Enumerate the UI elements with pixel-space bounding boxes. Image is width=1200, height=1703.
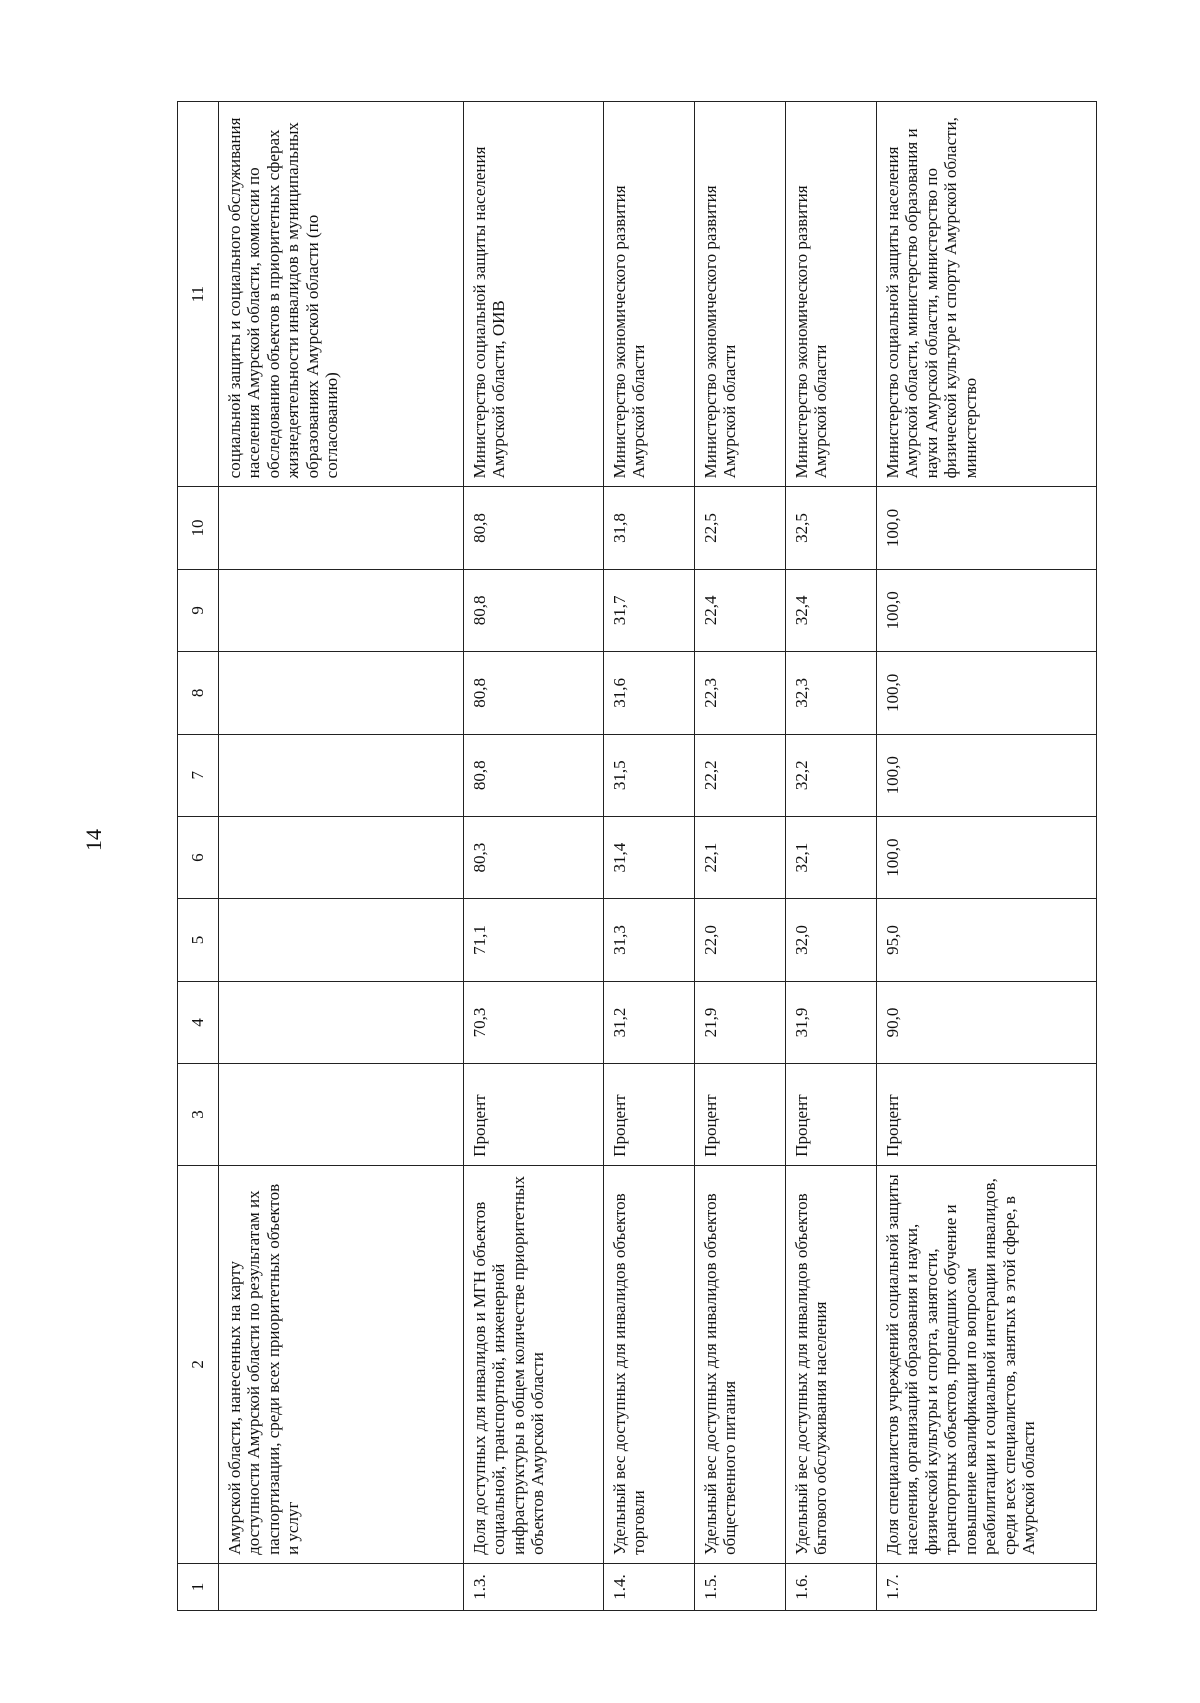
rotated-table-inner	[177, 101, 1144, 1611]
row-number: 1.5.	[694, 1563, 785, 1610]
value-col-9	[218, 569, 463, 651]
indicator-name: Удельный вес доступных для инвалидов объектов торговли	[603, 1165, 694, 1563]
indicator-name: Доля доступных для инвалидов и МГН объектов социальной, транспортной, инженерной инфраструктуры в общем количестве приоритетных объектов Амурской области	[463, 1165, 603, 1563]
unit: Процент	[603, 1064, 694, 1166]
value-col-7: 22,2	[694, 734, 785, 816]
value-col-6: 100,0	[876, 816, 1096, 898]
unit: Процент	[463, 1064, 603, 1166]
responsible: Министерство экономического развития Амурской области	[603, 102, 694, 487]
table-row	[785, 102, 876, 1611]
table-row	[218, 102, 463, 1611]
value-col-10: 100,0	[876, 487, 1096, 569]
header-col-1: 1	[178, 1563, 219, 1610]
value-col-6: 22,1	[694, 816, 785, 898]
indicator-name: Удельный вес доступных для инвалидов объектов общественного питания	[694, 1165, 785, 1563]
value-col-4	[218, 981, 463, 1063]
value-col-5: 32,0	[785, 899, 876, 981]
indicators-table	[177, 101, 1097, 1611]
header-col-9: 9	[178, 569, 219, 651]
value-col-4: 70,3	[463, 981, 603, 1063]
table-row	[463, 102, 603, 1611]
value-col-4: 90,0	[876, 981, 1096, 1063]
indicator-name: Удельный вес доступных для инвалидов объектов бытового обслуживания населения	[785, 1165, 876, 1563]
value-col-7: 32,2	[785, 734, 876, 816]
responsible: Министерство социальной защиты населения Амурской области, ОИВ	[463, 102, 603, 487]
header-col-2: 2	[178, 1165, 219, 1563]
value-col-10: 80,8	[463, 487, 603, 569]
value-col-6: 80,3	[463, 816, 603, 898]
value-col-8: 32,3	[785, 652, 876, 734]
value-col-10: 32,5	[785, 487, 876, 569]
unit: Процент	[694, 1064, 785, 1166]
responsible: социальной защиты и социального обслуживания населения Амурской области, комиссии по обследованию объектов в приоритетных сферах жизнедеятельности инвалидов в муниципальных образованиях Амурской области (по согласованию)	[218, 102, 463, 487]
value-col-5: 31,3	[603, 899, 694, 981]
value-col-5: 22,0	[694, 899, 785, 981]
value-col-6	[218, 816, 463, 898]
value-col-6: 32,1	[785, 816, 876, 898]
responsible: Министерство экономического развития Амурской области	[785, 102, 876, 487]
header-col-7: 7	[178, 734, 219, 816]
header-col-4: 4	[178, 981, 219, 1063]
value-col-9: 100,0	[876, 569, 1096, 651]
value-col-7	[218, 734, 463, 816]
value-col-7: 31,5	[603, 734, 694, 816]
value-col-4: 31,2	[603, 981, 694, 1063]
indicator-name: Амурской области, нанесенных на карту доступности Амурской области по результатам их паспортизации, среди всех приоритетных объектов и услуг	[218, 1165, 463, 1563]
header-col-6: 6	[178, 816, 219, 898]
value-col-7: 80,8	[463, 734, 603, 816]
table-header-row	[178, 102, 219, 1611]
value-col-7: 100,0	[876, 734, 1096, 816]
value-col-10: 31,8	[603, 487, 694, 569]
value-col-8: 31,6	[603, 652, 694, 734]
value-col-8: 22,3	[694, 652, 785, 734]
row-number: 1.6.	[785, 1563, 876, 1610]
row-number: 1.3.	[463, 1563, 603, 1610]
value-col-8	[218, 652, 463, 734]
value-col-9: 31,7	[603, 569, 694, 651]
header-col-10: 10	[178, 487, 219, 569]
table-row	[876, 102, 1096, 1611]
header-col-11: 11	[178, 102, 219, 487]
unit: Процент	[785, 1064, 876, 1166]
value-col-9: 22,4	[694, 569, 785, 651]
page-number: 14	[81, 829, 106, 851]
value-col-10	[218, 487, 463, 569]
row-number	[218, 1563, 463, 1610]
header-col-8: 8	[178, 652, 219, 734]
indicator-name: Доля специалистов учреждений социальной защиты населения, организаций образования и науки, физической культуры и спорта, занятости, транспортных объектов, прошедших обучение и повышение квалификации по вопросам реабилитации и социальной интеграции инвалидов, среди всех специалистов, занятых в этой сфере, в Амурской области	[876, 1165, 1096, 1563]
value-col-5	[218, 899, 463, 981]
value-col-4: 21,9	[694, 981, 785, 1063]
responsible: Министерство социальной защиты населения Амурской области, министерство образования и науки Амурской области, министерство по физической культуре и спорту Амурской области, министерство	[876, 102, 1096, 487]
row-number: 1.7.	[876, 1563, 1096, 1610]
table-row	[694, 102, 785, 1611]
value-col-10: 22,5	[694, 487, 785, 569]
value-col-4: 31,9	[785, 981, 876, 1063]
responsible: Министерство экономического развития Амурской области	[694, 102, 785, 487]
header-col-3: 3	[178, 1064, 219, 1166]
table-row	[603, 102, 694, 1611]
value-col-9: 32,4	[785, 569, 876, 651]
unit	[218, 1064, 463, 1166]
value-col-5: 71,1	[463, 899, 603, 981]
unit: Процент	[876, 1064, 1096, 1166]
value-col-6: 31,4	[603, 816, 694, 898]
rotated-table-wrapper	[177, 101, 1144, 1611]
value-col-8: 100,0	[876, 652, 1096, 734]
row-number: 1.4.	[603, 1563, 694, 1610]
value-col-8: 80,8	[463, 652, 603, 734]
value-col-5: 95,0	[876, 899, 1096, 981]
header-col-5: 5	[178, 899, 219, 981]
value-col-9: 80,8	[463, 569, 603, 651]
